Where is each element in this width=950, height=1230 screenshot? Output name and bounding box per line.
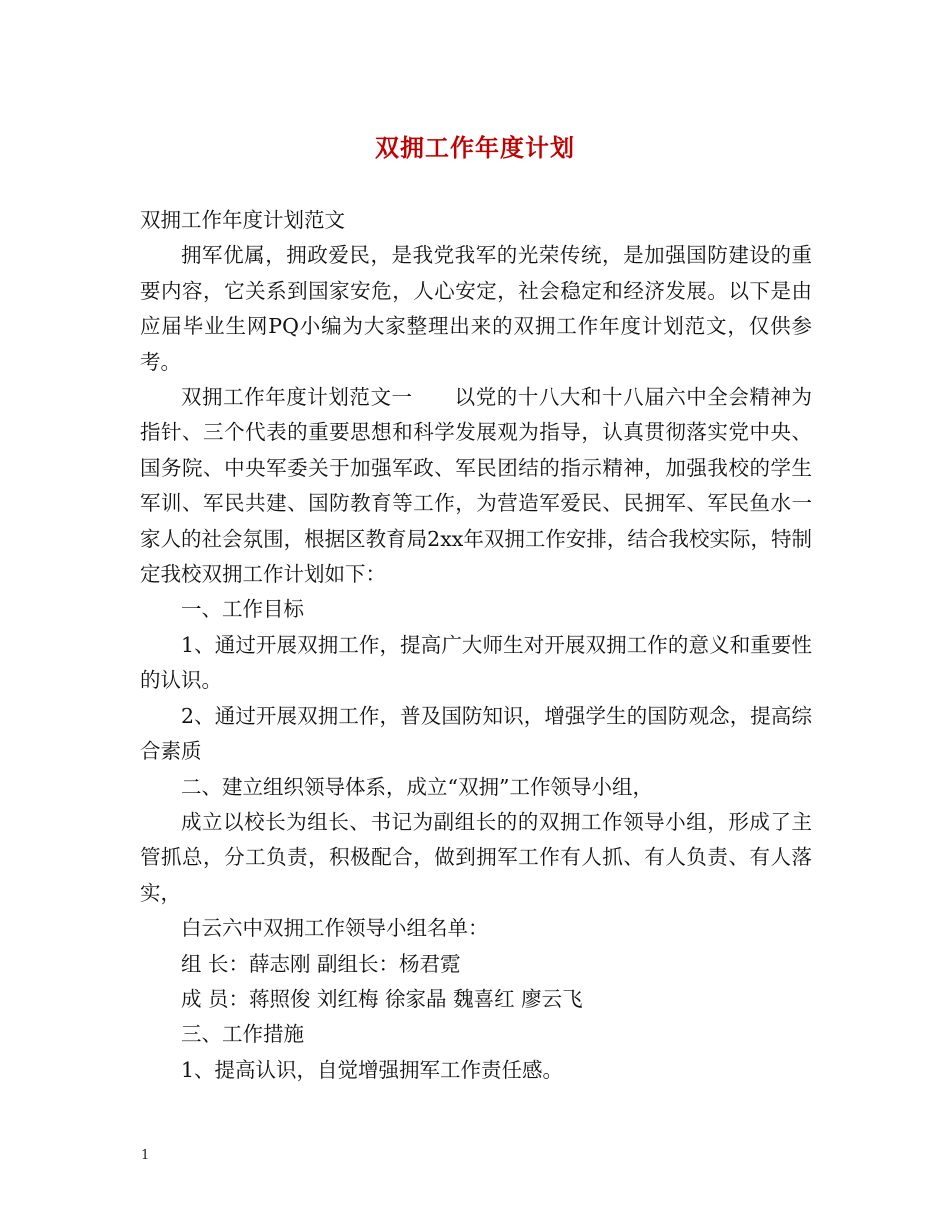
leadership-members: 成 员：蒋照俊 刘红梅 徐家晶 魏喜红 廖云飞 [181, 986, 583, 1011]
section-heading-goals: 一、工作目标 [181, 597, 304, 622]
goal-item-1: 1、通过开展双拥工作，提高广大师生对开展双拥工作的意义和重要性的认识。 [140, 632, 812, 693]
intro-paragraph: 拥军优属，拥政爱民，是我党我军的光荣传统，是加强国防建设的重要内容，它关系到国家安危，人心安定，社会稳定和经济发展。以下是由应届毕业生网PQ小编为大家整理出来的双拥工作年度计划范文，仅供参考。 [140, 243, 812, 374]
document-body [140, 203, 812, 1088]
page-number: 1 [141, 1148, 150, 1163]
goal-item-2: 2、通过开展双拥工作，普及国防知识，增强学生的国防观念，提高综合素质 [140, 703, 812, 764]
document-title: 双拥工作年度计划 [375, 133, 575, 162]
section-heading-organization: 二、建立组织领导体系，成立“双拥”工作领导小组， [181, 774, 653, 799]
plan-one-paragraph: 双拥工作年度计划范文一 以党的十八大和十八届六中全会精神为指针、三个代表的重要思想和科学发展观为指导，认真贯彻落实党中央、国务院、中央军委关于加强军政、军民团结的指示精神，加强我校的学生军训、军民共建、国防教育等工作，为营造军爱民、民拥军、军民鱼水一家人的社会氛围，根据区教育局2xx年双拥工作安排，结合我校实际，特制定我校双拥工作计划如下： [140, 385, 812, 587]
leadership-list-heading: 白云六中双拥工作领导小组名单： [181, 916, 489, 941]
section-heading-measures: 三、工作措施 [181, 1022, 304, 1047]
measure-item-1: 1、提高认识，自觉增强拥军工作责任感。 [181, 1057, 564, 1082]
subtitle-paragraph: 双拥工作年度计划范文 [140, 208, 345, 232]
organization-paragraph: 成立以校长为组长、书记为副组长的的双拥工作领导小组，形成了主管抓总，分工负责，积极配合，做到拥军工作有人抓、有人负责、有人落实， [140, 809, 812, 905]
leadership-leaders: 组 长：薛志刚 副组长：杨君霓 [181, 951, 461, 976]
